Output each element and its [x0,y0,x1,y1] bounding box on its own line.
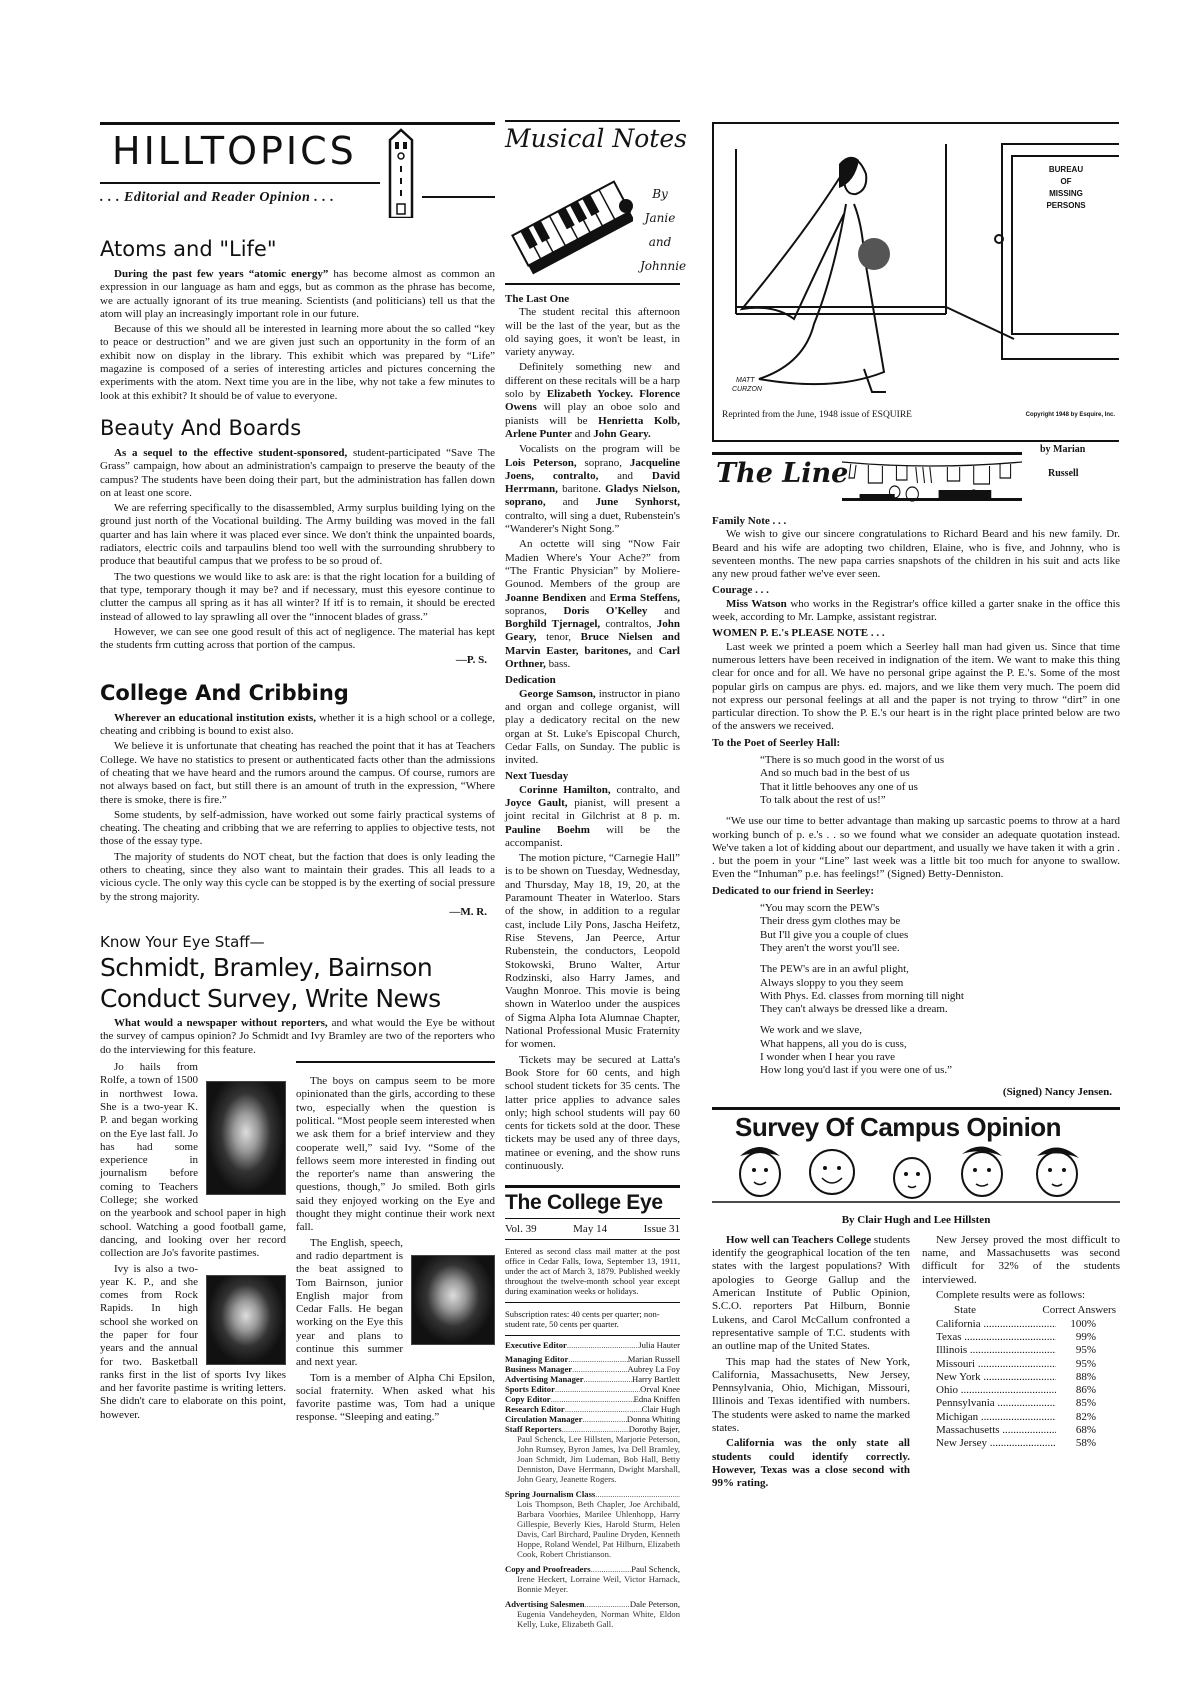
cartoonist-signature: MATT [736,377,755,384]
campanile-tower-icon [388,128,414,218]
table-row [936,1331,1120,1344]
staff-entry [505,1564,680,1574]
text-run: baritone. [557,483,606,496]
divider [505,1302,680,1303]
text-run: We wish to give our sincere congratulations to Richard Beard and his new family. Dr. Beard and his wife are adopting two children, Elaine, who is five, and Johnny, who is seventeen months. The new papa carries snapshots of the children in his suit and acts like any new proud father we've ever seen. [712,528,1120,581]
feature-text-reporters [296,1075,495,1235]
feature-headline [100,952,495,1014]
paragraph [100,626,495,653]
table-row [936,1344,1120,1357]
staff-role: Copy and Proofreaders [505,1564,591,1575]
issue-number: Issue 31 [643,1223,680,1236]
staff-role: Advertising Salesmen [505,1599,585,1610]
survey-byline: By Clair Hugh and Lee Hillsten [841,1213,991,1226]
staff-entry [505,1414,680,1424]
left-column [100,224,495,1427]
survey-title: Survey Of Campus Opinion [735,1111,1062,1142]
staff-name: Julia Hauter [638,1340,680,1351]
bold-text: Joyce Gault, [505,796,568,809]
text-run: students identify the geographical location of the ten states with the largest populations? With apologies to George Gallup and the American Institute of Public Opinion, S.C.O. reporters Pat Hilburn, Bonnie Lukens, and Carol McCallum confronted a representative sample of T.C. students with an outline map of the United States. [712,1233,910,1353]
bride-cartoon-illustration [714,124,1119,404]
staff-box [505,1340,680,1629]
correct-percent: 100% [1070,1317,1096,1330]
correct-percent: 99% [1075,1330,1096,1343]
verse-line: We work and we slave, [760,1024,863,1037]
staff-names: Lois Thompson, Beth Chapler, Joe Archibald, Barbara Voorhies, Marilee Uhlenhopp, Harry Gillespie, Beverly Kies, Harold Sturm, Helen Davis, Carl Birchard, Pauline Dryden, Kenneth Hoppe, Roland Wendel, Pat Hilburn, Elizabeth Cook, Robert Christianson. [517,1499,680,1560]
state-name: New York ..... [936,1371,1056,1384]
bold-text: Miss Watson [726,597,787,610]
text-run: Vocalists on the program will be [519,443,680,456]
paragraph [100,851,495,904]
text-run: will play an oboe solo and pianists will be [505,401,680,427]
byline-text: Russell [1048,468,1079,479]
state-name: New Jersey ..... [936,1437,1056,1450]
paragraph [712,598,1120,625]
paragraph [100,268,495,321]
paragraph [100,323,495,403]
photo-jo-schmidt [206,1081,286,1195]
door-sign-text: BUREAU [1048,165,1084,174]
paragraph [712,815,1120,881]
divider [505,1218,680,1219]
text-run: We are referring specifically to the disassembled, Army surplus building lying on the ground just north of the Vocational building. The Army building was moved in the fall quarter and has lain where it was placed ever since. We don't think the unpainted boards, radiators, electric coils and tarpaulins blend too well with the surrounding shrubbery to produce that beautiful campus that we profess to be so proud of. [100,502,495,568]
middle-column [505,290,680,1629]
subhead: Family Note . . . [712,515,787,527]
bold-text: Lois Peterson, [505,456,577,469]
text-run: and [598,469,652,482]
text-run: and [586,591,610,604]
staff-role: Sports Editor [505,1384,555,1395]
subhead: The Last One [505,293,570,305]
text-run: This map had the states of New York, California, Massachusetts, New Jersey, Pennsylvania, Ohio, Michigan, Missouri, Illinois and Texas identified with numbers. The students were asked to name the marked states. [712,1355,910,1435]
correct-percent: 88% [1075,1370,1096,1383]
staff-role: Circulation Manager [505,1414,583,1425]
text-run: Because of this we should all be interested in learning more about the so called “key to peace or destruction” and we are given just such an opportunity in the form of an exhibit now on display in the library. This exhibit which was prepared by “Life” magazine is composed of a series of interesting articles and pictures concerning the experiments with the atom. Next time you are in the libe, why not take a few minutes to look at this exhibit? It should be of value to everyone. [100,323,495,402]
piano-keyboard-illustration [508,168,633,278]
verse-line: That it little behooves any one of us [760,780,918,793]
verse-line: To talk about the rest of us!” [760,793,886,806]
right-column [712,512,1120,1493]
text-run: Jo hails from Rolfe, a town of 1500 in northwest Iowa. She is a two-year K. P. and began working on the Eye last fall. Jo has had some experience in journalism before coming to Teachers College; she worked on the yearbook and school paper in high school. Watching a good football game, dancing, and looking over her record collection are Jo's favorite pastimes. [100,1061,286,1260]
editorial-body-beauty [100,447,495,668]
text-run: The English, speech, and radio department is the beat assigned to Tom Bairnson, junior English major from Cedar Falls. He began working on the Eye this year and plans to continue this summer and next year. [296,1236,403,1369]
subhead: To the Poet of Seerley Hall: [712,736,841,749]
correct-percent: 95% [1075,1344,1096,1357]
survey-column-1 [712,1234,910,1493]
paragraph [296,1075,495,1235]
students-faces-illustration [712,1144,1120,1206]
bold-text: Bruce Nielsen and Marvin Easter, baritones, [505,631,680,657]
staff-name: Dorothy Bajer, [628,1424,680,1435]
state-name: Missouri ..... [936,1358,1056,1371]
subhead: Dedicated to our friend in Seerley: [712,884,875,897]
table-row [936,1411,1120,1424]
table-header-row [936,1304,1120,1317]
state-name: Massachusetts ..... [936,1424,1056,1437]
leader-dots [565,1404,642,1414]
bold-text: Pauline Boehm [505,823,590,836]
paragraph [712,1356,910,1436]
text-run: who works in the Registrar's office killed a garter snake in the office this week, according to Mr. Lampke, assistant registrar. [712,597,1120,624]
volume-number: Vol. 39 [505,1223,537,1236]
subhead: Next Tuesday [505,770,569,783]
text-run: The two questions we would like to ask are: is that the right location for a building of that type, temporary though it may be? and if necessary, must this eyesore continue to clutter the campus all spring as it has all winter? If itf is to remain, it should be erected instead of allowed to lay sprawling all over the “innocent blades of grass.” [100,570,495,623]
paragraph [505,443,680,536]
paragraph [505,1054,680,1174]
bold-text: How well can Teachers College [726,1233,872,1246]
leader-dots [582,1414,627,1424]
verse-line: How long you'd last if you were one of us.” [760,1064,953,1077]
state-name: Illinois ..... [936,1344,1056,1357]
editorial-body-cribbing [100,712,495,919]
text-run: contraltos, [600,618,657,631]
staff-entry [505,1374,680,1384]
column-header: Correct Answers [1042,1304,1116,1317]
bold-text: Gladys Nielson, soprano, [505,483,680,509]
leader-dots [584,1374,633,1384]
leader-dots [595,1489,680,1499]
text-run: has become almost as common an expression in our language as ham and eggs, but as common as the phrase has become, we are actually ignorant of its true meaning. Scientists (and politicians) tell us that the atom will play an increasingly important role in our future. [100,268,495,320]
text-run: The boys on campus seem to be more opinionated than the girls, according to these two, especially when the question is political. “Most people seem interested when we ask them for a brief interview and they cooperate well,” said Ivy. “Some of the fellows seem more interested in finding out the reporter's name than answering the questions, though,” Jo smiled. Both girls said they enjoyed working on the Eye and thought they might continue their work next fall. [296,1075,495,1234]
paragraph [505,306,680,359]
staff-entry [505,1354,680,1364]
paragraph [922,1234,1120,1287]
bold-text: Erma Steffens, [609,591,680,604]
correct-percent: 58% [1075,1437,1096,1450]
subhead: Dedication [505,674,556,687]
bold-text: John Geary, [505,618,680,644]
table-row [936,1437,1120,1450]
signature: (Signed) Nancy Jensen. [1002,1085,1112,1098]
text-run: bass. [545,658,571,671]
staff-entry [505,1340,680,1350]
leader-dots [562,1424,629,1434]
bold-text: David Herrmann, [505,469,680,496]
text-run: Complete results were as follows: [936,1289,1086,1302]
text-run: will be the accompanist. [505,823,680,849]
state-name: Michigan ..... [936,1411,1056,1424]
text-run: and [545,496,596,509]
photo-tom-bairnson [411,1255,495,1345]
text-run: New Jersey proved the most difficult to name, and Massachusetts was second difficult for 32% of the students interviewed. [922,1233,1120,1286]
column-title-musical-notes: Musical Notes [505,124,687,153]
staff-names: Paul Schenck, Lee Hillsten, Marjorie Peterson, John Rumsey, Byron James, Iva Dell Bramley, Joan Schmidt, Jim Ludeman, Bob Hall, Betty Denniston, Dave Herrmann, Dwight Marshall, John Geary, Jeanette Rogers. [517,1434,680,1485]
text-run: pianist, will present a joint recital in Gilchrist at 8 p. m. [505,796,680,823]
staff-name: Donna Whiting [626,1414,680,1425]
bold-text: As a sequel to the effective student-sponsored, [114,446,348,459]
staff-role: Executive Editor [505,1340,567,1351]
staff-role: Research Editor [505,1404,565,1415]
editorial-title-atoms: Atoms and "Life" [100,237,277,261]
staff-name: Aubrey La Foy [627,1364,680,1375]
survey-text [922,1234,1120,1302]
cartoonist-signature: CURZON [732,386,762,393]
staff-name: Clair Hugh [641,1404,680,1415]
feature-columns [100,1061,495,1427]
bold-text: June Synhorst, [595,496,680,509]
text-run: An octette will sing “Now Fair Madien Where's Your Ache?” from “The Frantic Physician” by Moliere-Gounod. Members of the group are [505,538,680,591]
text-run: and what would the Eye be without the survey of campus opinion? Jo Schmidt and Ivy Bramley are two of the reporters who do the interviewing for this feature. [100,1017,495,1056]
door-sign-text: PERSONS [1046,201,1086,210]
subhead: Courage . . . [712,584,769,597]
table-row [936,1358,1120,1371]
photo-ivy-bramley [206,1275,286,1365]
paragraph [922,1289,1120,1302]
divider [422,196,495,198]
staff-entry [505,1489,680,1499]
verse-line: “You may scorn the PEW's [760,902,880,915]
paragraph [100,740,495,806]
bold-text: Doris O'Kelley [563,604,648,617]
text-run: and [647,604,680,617]
staff-name: Harry Bartlett [632,1374,680,1385]
leader-dots [591,1564,632,1574]
column-header: State [954,1304,976,1317]
musical-notes-body [505,293,680,1173]
newspaper-masthead-title: The College Eye [505,1191,663,1215]
results-table [936,1304,1120,1450]
paragraph [100,1017,495,1057]
bold-text: Borghild Tjernagel, [505,618,601,631]
leader-dots [567,1340,638,1350]
paragraph [100,447,495,500]
leader-dots [585,1599,630,1609]
paragraph [712,528,1120,581]
verse-line: With Phys. Ed. classes from morning till night [760,989,964,1002]
state-name: Texas ..... [936,1331,1056,1344]
editorial-title-cribbing: College And Cribbing [100,680,349,705]
verse-line: They can't always be dressed like a dream. [760,1003,948,1016]
divider [505,1335,680,1336]
feature-kicker: Know Your Eye Staff— [100,933,265,952]
byline-author: Janie [644,211,676,225]
staff-role: Managing Editor [505,1354,569,1365]
bold-text: California was the only state all students could identify correctly. However, Texas was a close second with 99% rating. [712,1437,910,1490]
paragraph [712,641,1120,734]
paragraph [505,538,680,671]
correct-percent: 82% [1075,1410,1096,1423]
divider [296,1061,495,1063]
text-run: student-participated “Save The Grass” campaign, how about an administration's campaign to preserve the beauty of the campus? The students have been doing their part, but the administration has fallen down on at least one score. [100,446,495,499]
staff-role: Advertising Manager [505,1374,584,1385]
text-run: Last week we printed a poem which a Seerley hall man had given us. Since that time numerous letters have been received in indignation of the item. We want to make this thing clear for once and for all. We have no personal gripe against the P. E.'s. Some of the most popular girls on campus are phys. ed. majors, and we like them very much. The poem did not express our personal feelings at all and the paper is not trying to throw “dirt” in one particular direction. To show the P. E.'s our heart is in the right place printed below are two of the answers we received. [712,640,1120,733]
text-run: contralto, will sing a duet, Rubenstein's “Wanderer's Night Song.” [505,509,680,536]
text-run: and [571,427,594,440]
section-subtitle: . . . Editorial and Reader Opinion . . . [100,190,335,205]
staff-name: Marian Russell [627,1354,680,1365]
text-run: tenor, [536,631,581,644]
column-title-the-line: The Line [716,458,849,489]
headline-line-1: Schmidt, Bramley, Bairnson [100,953,433,983]
paragraph [712,1234,910,1354]
state-name: California ..... [936,1318,1056,1331]
results-rows [936,1318,1120,1451]
postal-notice: Entered as second class mail matter at the post office in Cedar Falls, Iowa, September 13, 1911, under the act of March 3, 1879. Published weekly throughout the twelve-month school year except during examination weeks or holidays. [505,1246,680,1297]
text-run: However, we can see one good result of this act of negligence. The material has kept the students frm cutting across that portion of the campus. [100,625,495,652]
verse-line: “There is so much good in the worst of us [760,754,945,767]
text-run: Tickets may be secured at Latta's Book Store for 60 cents, and high school student tickets for 35 cents. The latter price applies to advance sales only; high school students will pay 60 cents for tickets sold at the door. These tickets may be used any of three days, matinee or evening, and the show runs continuously. [505,1053,680,1172]
byline-author: Johnnie [640,259,687,273]
text-run: contralto, and [610,783,680,796]
bold-text: During the past few years “atomic energy” [114,268,329,280]
leader-dots [555,1384,640,1394]
staff-role: Spring Journalism Class [505,1489,596,1500]
staff-role: Staff Reporters [505,1424,562,1435]
bold-text: Corinne Hamilton, [519,783,611,796]
correct-percent: 86% [1075,1384,1096,1397]
verse [760,902,1120,955]
cartoon-copyright: Copyright 1948 by Esquire, Inc. [1025,412,1115,418]
verse [760,754,1120,807]
column-byline [640,182,687,278]
paragraph [100,712,495,739]
cartoon-caption: Reprinted from the June, 1948 issue of ESQUIRE [722,410,912,420]
text-run: whether it is a high school or a college, cheating and cribbing is bound to exist also. [100,711,495,738]
staff-entry [505,1384,680,1394]
issue-date: May 14 [573,1223,608,1236]
verse-line: They aren't the worst you'll see. [760,941,900,954]
correct-percent: 85% [1075,1397,1096,1410]
bold-text: George Samson, [519,687,596,700]
cartoon-panel [712,122,1119,442]
text-run: Ivy is also a two-year K. P., and she comes from Rock Rapids. In high school she worked on the paper for four years and the annual for two. Basketball ranks first in the list of sports Ivy likes and her favorite pastime is writing letters. She didn't care to elaborate on this point, however. [100,1262,286,1421]
text-run: and [631,644,659,657]
text-run: Tom is a member of Alpha Chi Epsilon, social fraternity. When asked what his favorite pastime was, Tom had a unique response. “Sleeping and eating.” [296,1371,495,1424]
door-sign-text: OF [1060,177,1072,186]
correct-percent: 95% [1075,1357,1096,1370]
feature-column-b [296,1061,495,1427]
staff-name: Paul Schenck, [631,1564,680,1575]
staff-name: Orval Knee [640,1384,680,1395]
state-name: Ohio ..... [936,1384,1056,1397]
staff-role: Copy Editor [505,1394,551,1405]
text-run: The motion picture, “Carnegie Hall” is to be shown on Tuesday, Wednesday, and Thursday, May 18, 19, 20, at the Paramount Theater in Waterloo. Stars of the show, in addition to a regular cast, include Lily Pons, Jascha Heifetz, Rise Stevens, Jan Peerce, Artur Rubenstein, the conductors, Leopold Stokowski, Bruno Walter, Artur Rodzinski, also Harry James, and Vaughn Monroe. This movie is being shown in Waterloo under the auspices of Sigma Alpha Iota Alumnae Chapter, National Professional Music Fraternity for women. [505,852,680,1051]
paragraph [100,809,495,849]
state-name: Pennsylvania ..... [936,1397,1056,1410]
subscription-rates: Subscription rates: 40 cents per quarter; non-student rate, 50 cents per quarter. [505,1309,660,1330]
text-run: Some students, by self-admission, have worked out some fairly practical systems of cheating. The cheating and cribbing that we are referring to applies to objective tests, not those of the essay type. [100,808,495,848]
survey-columns [712,1234,1120,1493]
staff-role: Business Manager [505,1364,573,1375]
text-run: We believe it is unfortunate that cheating has reached the point that it has at Teachers College. We have no statistics to present or authenticated facts other than the admissions of cheating that we have heard and the rumors around the campus. Of course, rumors are not always based on fact, but still there is an amount of truth in the expression, “Where there is smoke, there is fire.” [100,740,495,806]
verse [760,1024,1120,1077]
text-run: “We use our time to better advantage than making up sarcastic poems to throw at a hard working bunch of p. e.'s . . so we found what we consider an adequate quotation instead. We've taken a lot of kidding about our department, and usually we have taken it with a grin . . but the poem in your “Line” last week was a little bit too much for anyone to swallow. Even the “Inhuman” p.e. has feelings!” (Signed) Betty-Denniston. [712,815,1120,881]
staff-entry [505,1404,680,1414]
the-line-body [712,515,1120,1099]
text-run: instructor in piano and organ and college organist, will play a dedicatory recital on the new organ at St. Luke's Episcopal Church, Cedar Falls, on Sunday. The public is invited. [505,687,680,767]
verse-line: What happens, all you do is cuss, [760,1037,907,1050]
staff-entry [505,1394,680,1404]
table-row [936,1371,1120,1384]
feature-intro [100,1017,495,1057]
top-rule [712,452,1022,455]
leader-dots [568,1354,627,1364]
table-row [936,1318,1120,1331]
divider [100,182,380,184]
table-row [936,1397,1120,1410]
verse-line: Their dress gym clothes may be [760,915,901,928]
issue-info [505,1221,680,1237]
text-run: The majority of students do NOT cheat, but the faction that does is only leading the others to cheating, since they also want to maintain their grades. This all leads to a vicious cycle. The only way this cycle can be stopped is by the exerting of social pressure by the strong majority. [100,850,495,903]
editorial-body-atoms [100,268,495,403]
staff-entry [505,1364,680,1374]
feature-column-a [100,1061,286,1424]
subhead: WOMEN P. E.'s PLEASE NOTE . . . [712,627,885,640]
bold-text: Henrietta Kolb, Arlene Punter [505,414,680,440]
divider [505,283,680,285]
section-title-hilltopics: HILLTOPICS [112,129,357,173]
verse-line: Always sloppy to you they seem [760,976,904,989]
divider [505,1239,680,1240]
paragraph [712,1437,910,1490]
signature: —M. R. [449,905,487,918]
staff-entry [505,1424,680,1434]
text-run: sopranos, [505,604,564,617]
staff-name: Dale Peterson, [629,1599,680,1610]
paragraph [505,784,680,850]
text-run: soprano, [576,456,630,469]
correct-percent: 68% [1075,1424,1096,1437]
staff-names: Irene Heckert, Lorraine Weil, Victor Harnack, Bonnie Meyer. [517,1574,680,1595]
paragraph [296,1372,495,1425]
clothesline-illustration [842,458,1022,506]
paragraph [505,361,680,441]
verse-line: The PEW's are in an awful plight, [760,963,909,976]
survey-column-2 [922,1234,1120,1451]
staff-names: Eugenia Vandeheyden, Norman White, Eldon Kelly, Luke, Elizabeth Gall. [517,1609,680,1630]
signature: —P. S. [455,654,487,667]
paragraph [505,852,680,1051]
text-run: The student recital this afternoon will be the last of the year, but as the old saying goes, it won't be least, in variety anyway. [505,306,680,359]
leader-dots [551,1394,634,1404]
text-run: Definitely something new and different on these recitals will be a harp solo by [505,361,680,401]
verse-line: And so much bad in the best of us [760,767,910,780]
paragraph [100,502,495,568]
byline-by: By [652,187,668,201]
bold-text: Wherever an educational institution exists, [114,711,316,724]
table-row [936,1424,1120,1437]
table-row [936,1384,1120,1397]
staff-name: Edna Kniffen [633,1394,680,1405]
top-rule [100,122,495,125]
paragraph [100,571,495,624]
door-sign-text: MISSING [1049,189,1083,198]
byline-text: by Marian [1040,444,1086,455]
bold-text: John Geary. [593,427,651,440]
bold-text: Elizabeth Yockey. Florence Owens [505,388,680,414]
staff-entry [505,1599,680,1609]
headline-line-2: Conduct Survey, Write News [100,984,441,1014]
bold-text: Jacqueline Joens, contralto, [505,456,680,482]
leader-dots [572,1364,627,1374]
top-rule [505,120,680,122]
paragraph [505,688,680,768]
bold-text: Carl Orthner, [505,644,680,671]
verse-line: But I'll give you a couple of clues [760,928,909,941]
editorial-title-beauty: Beauty And Boards [100,415,302,440]
byline-and: and [648,235,672,249]
bold-text: Joanne Bendixen [505,591,587,604]
verse [760,963,1120,1016]
column-byline [1040,438,1085,486]
verse-line: I wonder when I hear you rave [760,1050,895,1063]
bold-text: What would a newspaper without reporters, [114,1017,328,1030]
